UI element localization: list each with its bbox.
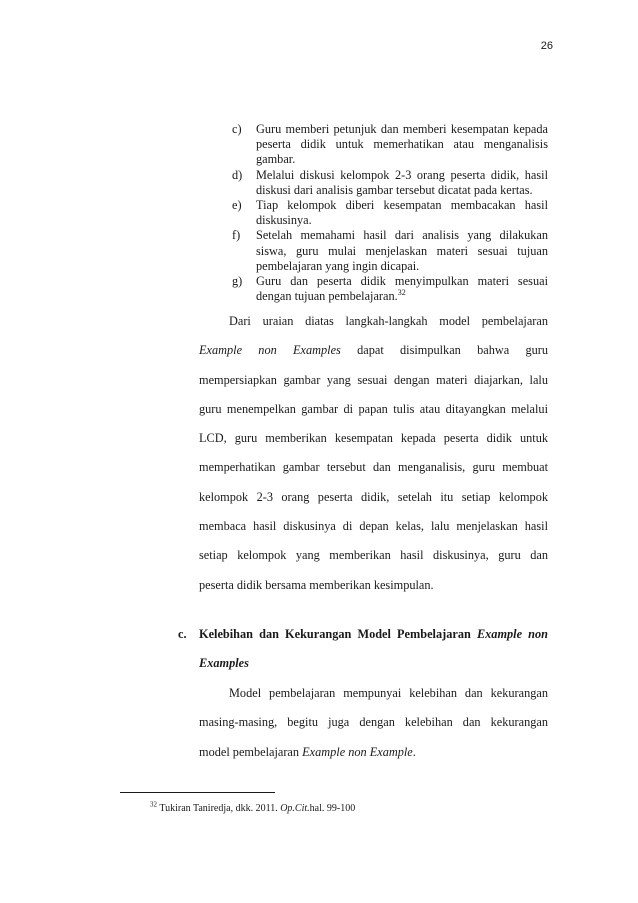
footnote-pages: hal. 99-100 bbox=[309, 803, 356, 814]
paragraph-line bbox=[199, 738, 548, 767]
list-item-text: Setelah memahami hasil dari analisis yang dilakukan siswa, guru mulai menjelaskan materi sesuai tujuan pembelajaran yang ingin dicapai. bbox=[256, 228, 548, 273]
section-c-paragraph bbox=[199, 679, 548, 767]
list-marker: e) bbox=[232, 198, 242, 213]
footnote-ref: 32 bbox=[397, 288, 406, 298]
steps-list bbox=[232, 122, 548, 304]
section-number: c. bbox=[178, 627, 187, 641]
paragraph-line: memperhatikan gambar tersebut dan menganalisis, guru membuat bbox=[199, 460, 548, 475]
page-number: 26 bbox=[540, 40, 553, 52]
footnote-italic: Op.Cit. bbox=[280, 803, 310, 814]
paragraph-line: guru menempelkan gambar di papan tulis atau ditayangkan melalui bbox=[199, 401, 548, 416]
italic-term: Example non Example bbox=[302, 744, 413, 759]
list-item bbox=[232, 228, 548, 274]
paragraph-line: LCD, guru memberikan kesempatan kepada peserta didik untuk bbox=[199, 431, 548, 446]
list-item-text: Tiap kelompok diberi kesempatan membacakan hasil diskusinya. bbox=[256, 198, 548, 228]
paragraph-line: kelompok 2-3 orang peserta didik, setelah itu setiap kelompok bbox=[199, 489, 548, 504]
paragraph-line: setiap kelompok yang memberikan hasil diskusinya, guru dan bbox=[199, 548, 548, 563]
paragraph-line: peserta didik bersama memberikan kesimpulan. bbox=[199, 577, 434, 592]
paragraph-line: mempersiapkan gambar yang sesuai dengan materi diajarkan, lalu bbox=[199, 372, 548, 387]
paragraph-text: . bbox=[412, 744, 416, 759]
paragraph-line: Model pembelajaran mempunyai kelebihan dan kekurangan bbox=[229, 686, 548, 700]
heading-line bbox=[178, 649, 548, 678]
italic-term: Example non Examples bbox=[199, 343, 341, 358]
footnote-divider bbox=[120, 792, 275, 793]
paragraph-line bbox=[199, 336, 548, 365]
paragraph-line: membaca hasil diskusinya di depan kelas, lalu menjelaskan hasil bbox=[199, 519, 548, 534]
list-item bbox=[232, 122, 548, 168]
section-heading bbox=[178, 620, 548, 679]
footnote-author: Tukiran Taniredja, dkk. 2011. bbox=[159, 803, 278, 814]
summary-paragraph bbox=[199, 307, 548, 600]
heading-line bbox=[178, 620, 548, 649]
list-item bbox=[232, 198, 548, 228]
list-item bbox=[232, 168, 548, 198]
list-marker: c) bbox=[232, 122, 242, 136]
paragraph-line: masing-masing, begitu juga dengan kelebihan dan kekurangan bbox=[199, 715, 548, 730]
list-marker: f) bbox=[232, 228, 241, 243]
heading-text: Kelebihan dan Kekurangan Model Pembelajaran bbox=[199, 627, 471, 641]
list-marker: d) bbox=[232, 167, 243, 182]
italic-term: Example non bbox=[476, 627, 548, 641]
paragraph-line: Dari uraian diatas langkah-langkah model pembelajaran bbox=[229, 314, 548, 328]
footnote bbox=[150, 802, 355, 815]
list-item-text: Guru memberi petunjuk dan memberi kesempatan kepada peserta didik untuk memerhatikan atau menganalisis gambar. bbox=[256, 122, 548, 167]
paragraph-text: model pembelajaran bbox=[199, 744, 300, 759]
footnote-number: 32 bbox=[150, 800, 157, 809]
list-marker: g) bbox=[232, 274, 243, 289]
italic-term: Examples bbox=[199, 656, 249, 671]
paragraph-text: dapat disimpulkan bahwa guru bbox=[357, 343, 548, 358]
list-item-text: Melalui diskusi kelompok 2-3 orang peserta didik, hasil diskusi dari analisis gambar tersebut dicatat pada kertas. bbox=[256, 167, 548, 197]
list-item-text: Guru dan peserta didik menyimpulkan materi sesuai dengan tujuan pembelajaran. bbox=[256, 274, 548, 304]
list-item bbox=[232, 274, 548, 304]
